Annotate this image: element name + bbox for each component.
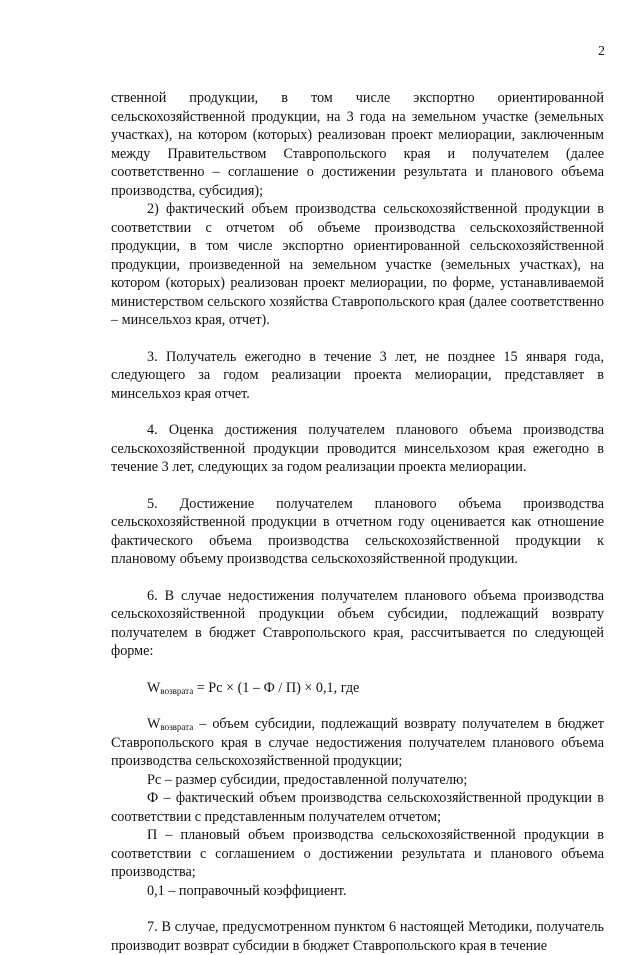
definition-f: Ф – фактический объем производства сельскохозяйственной продукции в соответствии с представленным получателем отчетом; [111, 790, 604, 825]
refund-formula [111, 679, 604, 698]
definition-rc: Рс – размер субсидии, предоставленной получателю; [147, 771, 468, 788]
paragraph-item-2: 2) фактический объем производства сельскохозяйственной продукции в соответствии с отчетом об объеме производства сельскохозяйственной продукции, в том числе экспортно ориентированной сельскохозяйственной продукции, произведенной на земельном участке (земельных участках), на котором (которых) реализован проект мелиорации, по форме, устанавливаемой министерством сельского хозяйства Ставропольского края (далее соответственно – минсельхоз края, отчет). [111, 201, 604, 328]
definition-w [111, 715, 604, 771]
definition-w-symbol: W [147, 716, 161, 732]
page-number: 2 [598, 44, 605, 59]
formula-expression: = Рс × (1 – Ф / П) × 0,1, где [193, 679, 360, 696]
definition-p: П – плановый объем производства сельскохозяйственной продукции в соответствии с соглашением о достижении результата и планового объема производства; [111, 827, 604, 880]
paragraph-5: 5. Достижение получателем планового объема производства сельскохозяйственной продукции в отчетном году оценивается как отношение фактического объема производства сельскохозяйственной продукции к плановому объему производства сельскохозяйственной продукции. [111, 495, 604, 567]
formula-symbol: W [147, 679, 161, 696]
definition-w-subscript: возврата [160, 722, 194, 732]
paragraph-continuation: ственной продукции, в том числе экспортно ориентированной сельскохозяйственной продукции, на 3 года на земельном участке (земельных участках), на котором (которых) реализован проект мелиорации, заключенным между Правительством Ставропольского края и получателем (далее соответственно – соглашение о достижении результата и планового объема производства, субсидия); [111, 90, 604, 199]
paragraph-4: 4. Оценка достижения получателем планового объема производства сельскохозяйственной продукции проводится минсельхозом края ежегодно в течение 3 лет, следующих за годом реализации проекта мелиорации. [111, 422, 604, 475]
paragraph-3: 3. Получатель ежегодно в течение 3 лет, не позднее 15 января года, следующего за годом реализации проекта мелиорации, представляет в минсельхоз края отчет. [111, 348, 604, 402]
definition-w-text: – объем субсидии, подлежащий возврату получателем в бюджет Ставропольского края в случае недостижения получателем планового объема производства сельскохозяйственной продукции; [111, 716, 604, 769]
formula-subscript: возврата [160, 685, 194, 696]
paragraph-7: 7. В случае, предусмотренном пунктом 6 настоящей Методики, получатель производит возврат субсидии в бюджет Ставропольского края в течение [111, 919, 604, 954]
paragraph-6: 6. В случае недостижения получателем планового объема производства сельскохозяйственной продукции объем субсидии, подлежащий возврату получателем в бюджет Ставропольского края, рассчитывается по следующей форме: [111, 587, 604, 659]
definition-k: 0,1 – поправочный коэффициент. [147, 882, 347, 899]
document-body [111, 89, 604, 955]
